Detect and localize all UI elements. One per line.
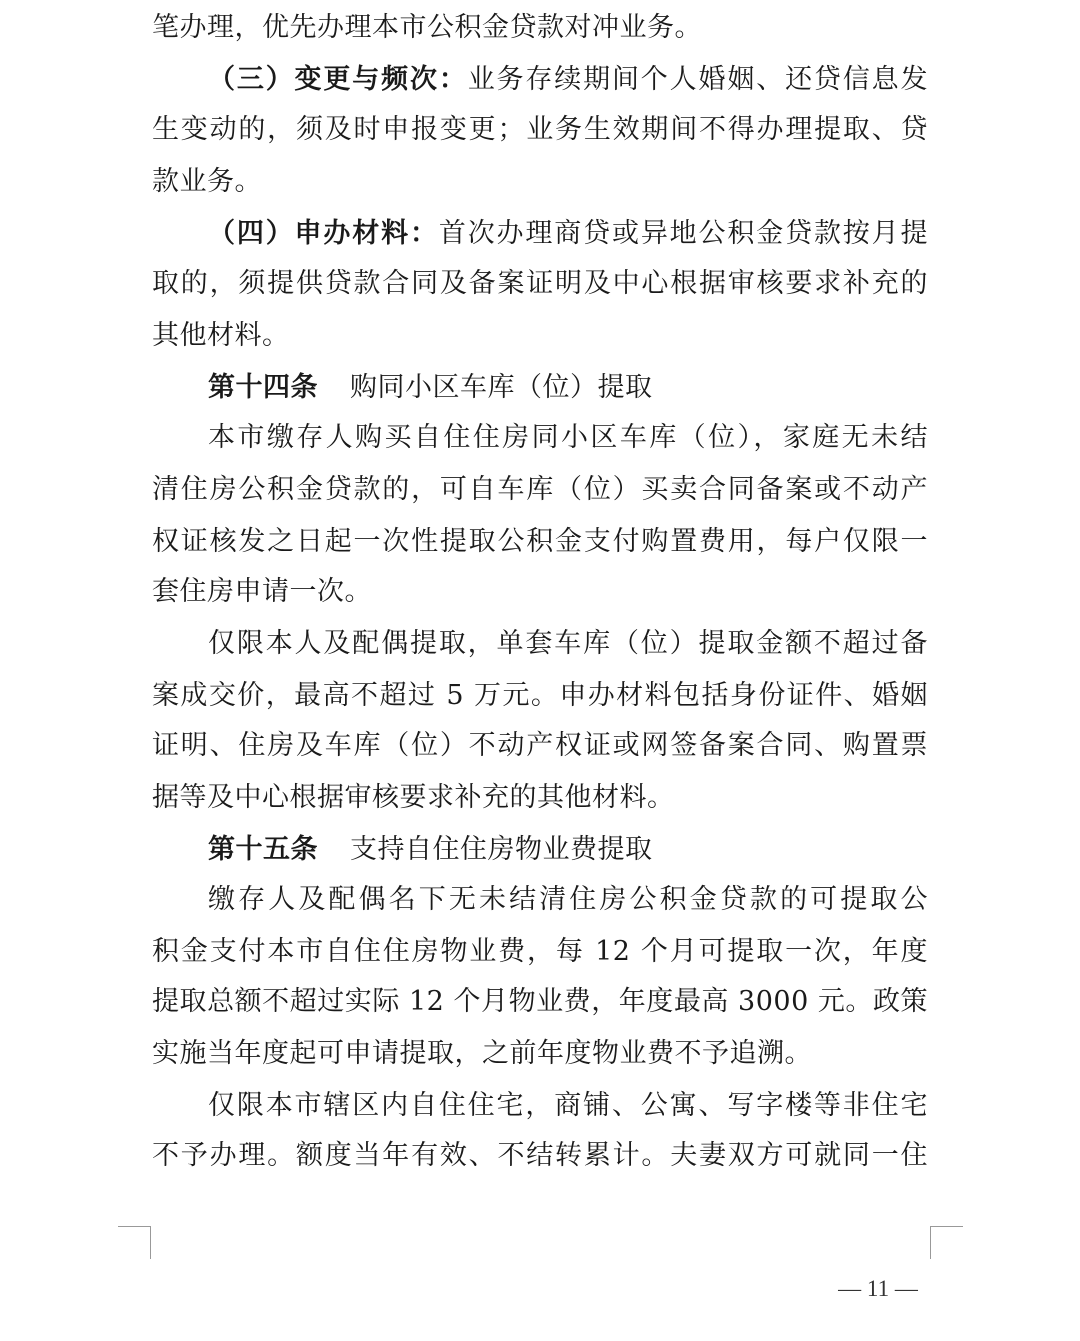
article-14-heading bbox=[208, 362, 928, 414]
paragraph-line: 积金支付本市自住住房物业费，每 12 个月可提取一次，年度 bbox=[152, 936, 928, 967]
paragraph-line: 缴存人及配偶名下无未结清住房公积金贷款的可提取公 bbox=[208, 884, 928, 915]
paragraph-line: 款业务。 bbox=[152, 166, 262, 197]
paragraph-line: 仅限本市辖区内自住住宅，商铺、公寓、写字楼等非住宅 bbox=[208, 1090, 928, 1121]
item-three-line bbox=[208, 54, 928, 106]
item-four-text: 首次办理商贷或异地公积金贷款按月提 bbox=[438, 218, 929, 249]
paragraph-line: 清住房公积金贷款的，可自车库（位）买卖合同备案或不动产 bbox=[152, 474, 928, 505]
page-number: — 11 — bbox=[838, 1276, 918, 1301]
paragraph-line: 提取总额不超过实际 12 个月物业费，年度最高 3000 元。政策 bbox=[152, 986, 928, 1017]
margin-corner-mark-left bbox=[118, 1226, 151, 1259]
paragraph-line: 其他材料。 bbox=[152, 320, 290, 351]
paragraph-line: 生变动的，须及时申报变更；业务生效期间不得办理提取、贷 bbox=[152, 114, 928, 145]
paragraph-line: 不予办理。额度当年有效、不结转累计。夫妻双方可就同一住 bbox=[152, 1140, 928, 1171]
article-15-title: 支持自住住房物业费提取 bbox=[350, 834, 653, 865]
paragraph-line: 笔办理，优先办理本市公积金贷款对冲业务。 bbox=[152, 12, 702, 43]
item-four-line bbox=[208, 208, 928, 260]
item-four-label: （四）申办材料： bbox=[208, 218, 439, 249]
article-14-title: 购同小区车库（位）提取 bbox=[350, 372, 653, 403]
article-15-number: 第十五条 bbox=[208, 834, 318, 865]
paragraph-line: 仅限本人及配偶提取，单套车库（位）提取金额不超过备 bbox=[208, 628, 928, 659]
paragraph-line: 取的，须提供贷款合同及备案证明及中心根据审核要求补充的 bbox=[152, 268, 928, 299]
article-15-heading bbox=[208, 824, 928, 876]
item-three-label: （三）变更与频次： bbox=[208, 64, 468, 95]
paragraph-line: 案成交价，最高不超过 5 万元。申办材料包括身份证件、婚姻 bbox=[152, 680, 928, 711]
paragraph-line: 实施当年度起可申请提取，之前年度物业费不予追溯。 bbox=[152, 1038, 812, 1069]
article-14-number: 第十四条 bbox=[208, 372, 318, 403]
paragraph-line: 权证核发之日起一次性提取公积金支付购置费用，每户仅限一 bbox=[152, 526, 928, 557]
paragraph-line: 套住房申请一次。 bbox=[152, 576, 372, 607]
item-three-text: 业务存续期间个人婚姻、还贷信息发 bbox=[467, 64, 928, 95]
paragraph-line: 证明、住房及车库（位）不动产权证或网签备案合同、购置票 bbox=[152, 730, 928, 761]
paragraph-line: 据等及中心根据审核要求补充的其他材料。 bbox=[152, 782, 675, 813]
margin-corner-mark-right bbox=[930, 1226, 963, 1259]
paragraph-line: 本市缴存人购买自住住房同小区车库（位），家庭无未结 bbox=[208, 422, 928, 453]
